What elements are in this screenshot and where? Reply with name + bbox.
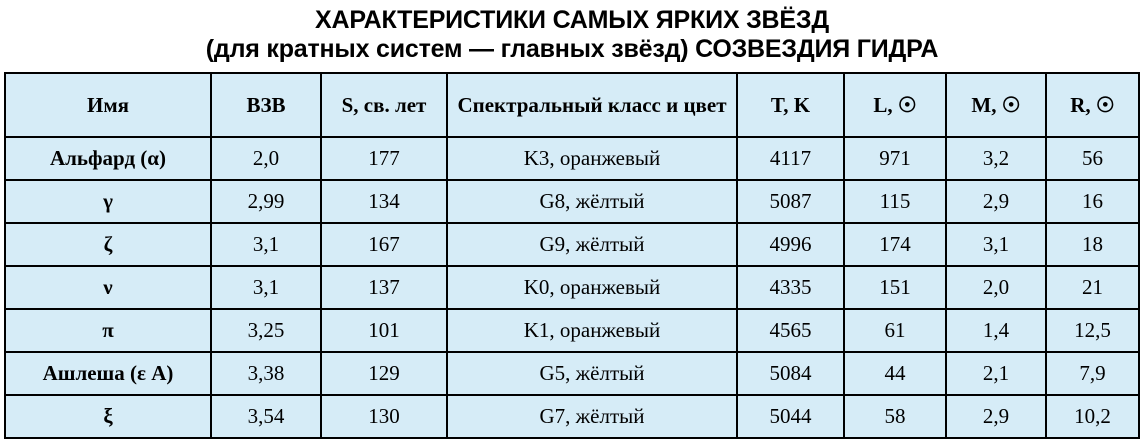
column-header-luminosity: L, ☉ <box>844 73 946 137</box>
cell-spectral: G8, жёлтый <box>447 180 737 223</box>
cell-temperature: 5087 <box>737 180 844 223</box>
column-header-bzv: ВЗВ <box>211 73 321 137</box>
cell-temperature: 5084 <box>737 352 844 395</box>
cell-spectral: K3, оранжевый <box>447 137 737 180</box>
cell-radius: 16 <box>1046 180 1139 223</box>
cell-mass: 3,2 <box>946 137 1046 180</box>
cell-name: Альфард (α) <box>5 137 211 180</box>
table-row <box>5 266 1139 309</box>
cell-luminosity: 61 <box>844 309 946 352</box>
cell-bzv: 3,38 <box>211 352 321 395</box>
cell-name: ξ <box>5 395 211 438</box>
cell-spectral: G5, жёлтый <box>447 352 737 395</box>
table-header-row <box>5 73 1139 137</box>
cell-temperature: 4996 <box>737 223 844 266</box>
cell-mass: 3,1 <box>946 223 1046 266</box>
table-row <box>5 223 1139 266</box>
cell-bzv: 2,0 <box>211 137 321 180</box>
column-header-distance: S, св. лет <box>321 73 447 137</box>
cell-distance: 130 <box>321 395 447 438</box>
cell-radius: 18 <box>1046 223 1139 266</box>
cell-mass: 2,1 <box>946 352 1046 395</box>
cell-spectral: G7, жёлтый <box>447 395 737 438</box>
table-row <box>5 352 1139 395</box>
page-title <box>0 0 1144 64</box>
cell-bzv: 3,54 <box>211 395 321 438</box>
cell-temperature: 4335 <box>737 266 844 309</box>
cell-radius: 21 <box>1046 266 1139 309</box>
cell-name: ν <box>5 266 211 309</box>
cell-name: Ашлеша (ε A) <box>5 352 211 395</box>
cell-distance: 177 <box>321 137 447 180</box>
column-header-spectral-class: Спектральный класс и цвет <box>447 73 737 137</box>
cell-distance: 137 <box>321 266 447 309</box>
cell-luminosity: 174 <box>844 223 946 266</box>
title-line-2: (для кратных систем — главных звёзд) СОЗВЕЗДИЯ ГИДРА <box>205 35 939 63</box>
cell-mass: 1,4 <box>946 309 1046 352</box>
star-characteristics-table <box>4 72 1140 439</box>
cell-name: ζ <box>5 223 211 266</box>
cell-bzv: 2,99 <box>211 180 321 223</box>
cell-temperature: 4117 <box>737 137 844 180</box>
cell-spectral: G9, жёлтый <box>447 223 737 266</box>
column-header-temperature: T, K <box>737 73 844 137</box>
cell-distance: 134 <box>321 180 447 223</box>
cell-name: γ <box>5 180 211 223</box>
cell-temperature: 4565 <box>737 309 844 352</box>
cell-name: π <box>5 309 211 352</box>
cell-radius: 10,2 <box>1046 395 1139 438</box>
cell-bzv: 3,1 <box>211 223 321 266</box>
column-header-mass: M, ☉ <box>946 73 1046 137</box>
cell-luminosity: 58 <box>844 395 946 438</box>
cell-bzv: 3,1 <box>211 266 321 309</box>
cell-distance: 167 <box>321 223 447 266</box>
cell-luminosity: 151 <box>844 266 946 309</box>
table-row <box>5 309 1139 352</box>
cell-mass: 2,9 <box>946 395 1046 438</box>
cell-radius: 7,9 <box>1046 352 1139 395</box>
table-row <box>5 137 1139 180</box>
cell-distance: 129 <box>321 352 447 395</box>
cell-bzv: 3,25 <box>211 309 321 352</box>
cell-luminosity: 115 <box>844 180 946 223</box>
table-row <box>5 180 1139 223</box>
cell-luminosity: 44 <box>844 352 946 395</box>
cell-spectral: K0, оранжевый <box>447 266 737 309</box>
cell-distance: 101 <box>321 309 447 352</box>
cell-radius: 56 <box>1046 137 1139 180</box>
cell-luminosity: 971 <box>844 137 946 180</box>
cell-mass: 2,9 <box>946 180 1046 223</box>
cell-radius: 12,5 <box>1046 309 1139 352</box>
column-header-name: Имя <box>5 73 211 137</box>
cell-temperature: 5044 <box>737 395 844 438</box>
title-line-1: ХАРАКТЕРИСТИКИ САМЫХ ЯРКИХ ЗВЁЗД <box>315 6 829 34</box>
cell-mass: 2,0 <box>946 266 1046 309</box>
cell-spectral: K1, оранжевый <box>447 309 737 352</box>
column-header-radius: R, ☉ <box>1046 73 1139 137</box>
